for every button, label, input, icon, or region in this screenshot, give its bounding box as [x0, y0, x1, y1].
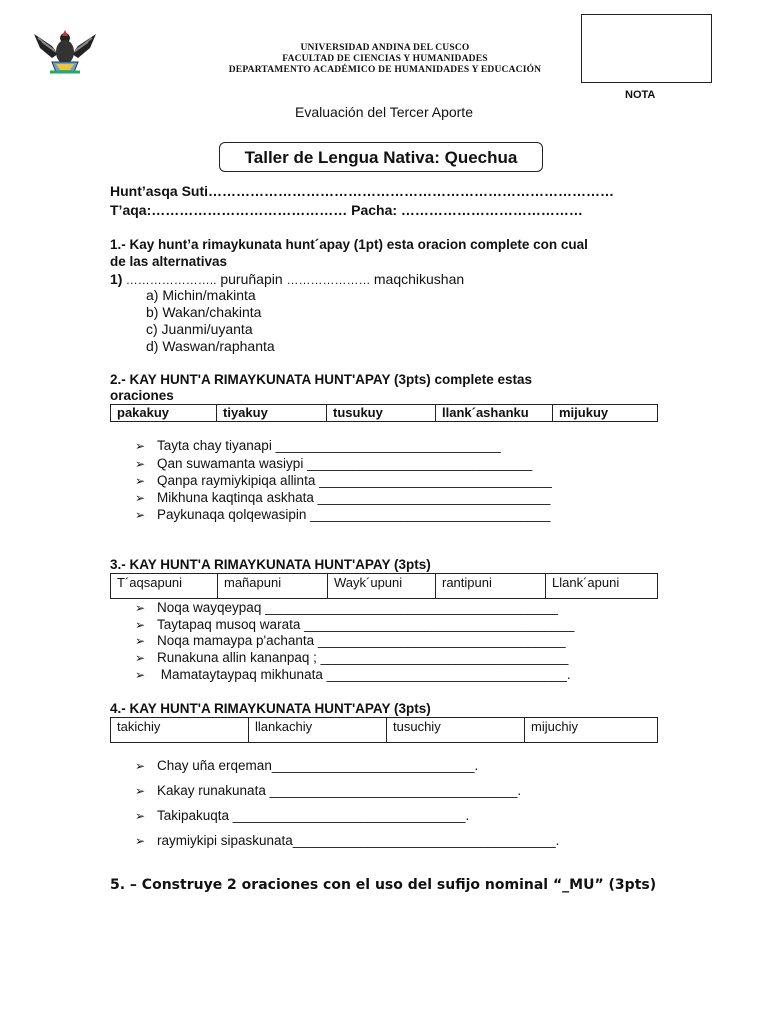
q1-prompt-line2: de las alternativas — [110, 254, 228, 269]
arrow-bullet-icon: ➢ — [135, 809, 146, 823]
q1-item-blank2[interactable]: ………………… — [286, 273, 374, 287]
q3-word: T´aqsapuni — [111, 574, 218, 599]
course-title: Taller de Lengua Nativa: Quechua — [219, 142, 543, 172]
arrow-bullet-icon: ➢ — [135, 601, 146, 615]
q1-item-blank1[interactable]: ………………….. — [122, 273, 217, 287]
q2-sentence[interactable] — [135, 438, 501, 453]
q2-sentence[interactable] — [135, 456, 532, 471]
q4-word-bank — [110, 717, 658, 743]
q3-sentence[interactable] — [135, 617, 574, 632]
arrow-bullet-icon: ➢ — [135, 439, 146, 453]
arrow-bullet-icon: ➢ — [135, 634, 146, 648]
grade-box[interactable] — [581, 14, 712, 83]
q2-sentence-text: Tayta chay tiyanapi ______________________________ — [157, 438, 501, 453]
q1-prompt-line1: 1.- Kay hunt’a rimaykunata hunt´apay (1pt) esta oracion complete con cual — [110, 237, 588, 252]
q1-item-text1: puruñapin — [216, 271, 287, 287]
q2-sentence-text: Paykunaqa qolqewasipin ________________________________ — [157, 507, 551, 522]
grade-label: NOTA — [625, 89, 656, 101]
q1-item-number: 1) — [110, 271, 123, 287]
department-name: DEPARTAMENTO ACADÉMICO DE HUMANIDADES Y EDUCACIÓN — [228, 65, 542, 75]
q2-word: tiyakuy — [217, 405, 327, 422]
arrow-bullet-icon: ➢ — [135, 491, 146, 505]
student-name-line[interactable]: Hunt’asqa Suti…………………………………………………………………………… — [110, 183, 615, 199]
condor-crest-logo — [32, 24, 98, 78]
q4-sentence-text: Chay uña erqeman___________________________. — [157, 758, 479, 773]
q3-sentence[interactable] — [135, 650, 568, 665]
q3-word: mañapuni — [218, 574, 328, 599]
evaluation-title: Evaluación del Tercer Aporte — [295, 104, 473, 120]
q4-sentence-text: raymiykipi sipaskunata___________________________________. — [157, 833, 560, 848]
arrow-bullet-icon: ➢ — [135, 457, 146, 471]
q3-sentence-text: Taytapaq musoq warata ____________________________________ — [157, 617, 575, 632]
q4-sentence[interactable] — [135, 808, 469, 823]
q4-sentence-text: Takipakuqta _______________________________. — [157, 808, 470, 823]
arrow-bullet-icon: ➢ — [135, 508, 146, 522]
q1-option-c[interactable]: c) Juanmi/uyanta — [146, 321, 253, 337]
arrow-bullet-icon: ➢ — [135, 474, 146, 488]
q2-word-bank — [110, 404, 658, 422]
q2-sentence[interactable] — [135, 473, 552, 488]
q4-sentence-text: Kakay runakunata _________________________________. — [157, 783, 522, 798]
q3-word-bank — [110, 573, 658, 599]
q2-word: llank´ashanku — [436, 405, 553, 422]
q3-sentence[interactable] — [135, 600, 558, 615]
q4-sentence[interactable] — [135, 833, 559, 848]
q1-item — [110, 271, 464, 287]
university-name: UNIVERSIDAD ANDINA DEL CUSCO — [300, 43, 470, 53]
q3-sentence-text: Noqa wayqeypaq _______________________________________ — [157, 600, 558, 615]
q3-sentence-text: Mamataytaypaq mikhunata ________________________________. — [157, 667, 571, 682]
q3-sentence-text: Runakuna allin kananpaq ; _________________________________ — [157, 650, 569, 665]
group-date-line[interactable]: T’aqa:…………………………………… Pacha: ………………………………… — [110, 202, 583, 218]
q3-prompt: 3.- KAY HUNT'A RIMAYKUNATA HUNT'APAY (3pts) — [110, 557, 431, 572]
arrow-bullet-icon: ➢ — [135, 618, 146, 632]
q3-word: Wayk´upuni — [328, 574, 436, 599]
q2-sentence[interactable] — [135, 490, 550, 505]
q1-option-a[interactable]: a) Michin/makinta — [146, 287, 256, 303]
q2-sentence-text: Qan suwamanta wasiypi ______________________________ — [157, 456, 533, 471]
q4-word: takichiy — [111, 718, 249, 743]
q3-sentence[interactable] — [135, 633, 566, 648]
arrow-bullet-icon: ➢ — [135, 834, 146, 848]
q2-word: pakakuy — [111, 405, 217, 422]
university-logo — [32, 24, 98, 78]
q4-word: llankachiy — [249, 718, 387, 743]
q2-sentence-text: Mikhuna kaqtinqa askhata _______________________________ — [157, 490, 551, 505]
q2-sentence-text: Qanpa raymiykipiqa allinta _______________________________ — [157, 473, 552, 488]
q3-word: rantipuni — [436, 574, 546, 599]
arrow-bullet-icon: ➢ — [135, 668, 146, 682]
arrow-bullet-icon: ➢ — [135, 651, 146, 665]
q5-prompt: 5. – Construye 2 oraciones con el uso del sufijo nominal “_MU” (3pts) — [110, 877, 657, 893]
q3-sentence[interactable] — [135, 667, 571, 682]
q2-prompt-line2: oraciones — [110, 388, 174, 403]
q4-word: mijuchiy — [525, 718, 658, 743]
arrow-bullet-icon: ➢ — [135, 759, 146, 773]
q2-word: tusukuy — [327, 405, 436, 422]
q4-sentence[interactable] — [135, 783, 521, 798]
q2-sentence[interactable] — [135, 507, 550, 522]
q1-option-d[interactable]: d) Waswan/raphanta — [146, 338, 275, 354]
arrow-bullet-icon: ➢ — [135, 784, 146, 798]
q1-option-b[interactable]: b) Wakan/chakinta — [146, 304, 262, 320]
q1-item-text2: maqchikushan — [373, 271, 465, 287]
q4-word: tusuchiy — [387, 718, 525, 743]
q2-word: mijukuy — [553, 405, 658, 422]
q4-sentence[interactable] — [135, 758, 478, 773]
q3-sentence-text: Noqa mamaypa p'achanta _________________________________ — [157, 633, 566, 648]
faculty-name: FACULTAD DE CIENCIAS Y HUMANIDADES — [282, 54, 488, 64]
q3-word: Llank´apuni — [546, 574, 658, 599]
q2-prompt-line1: 2.- KAY HUNT'A RIMAYKUNATA HUNT'APAY (3pts) complete estas — [110, 372, 533, 387]
q4-prompt: 4.- KAY HUNT'A RIMAYKUNATA HUNT'APAY (3pts) — [110, 701, 431, 716]
